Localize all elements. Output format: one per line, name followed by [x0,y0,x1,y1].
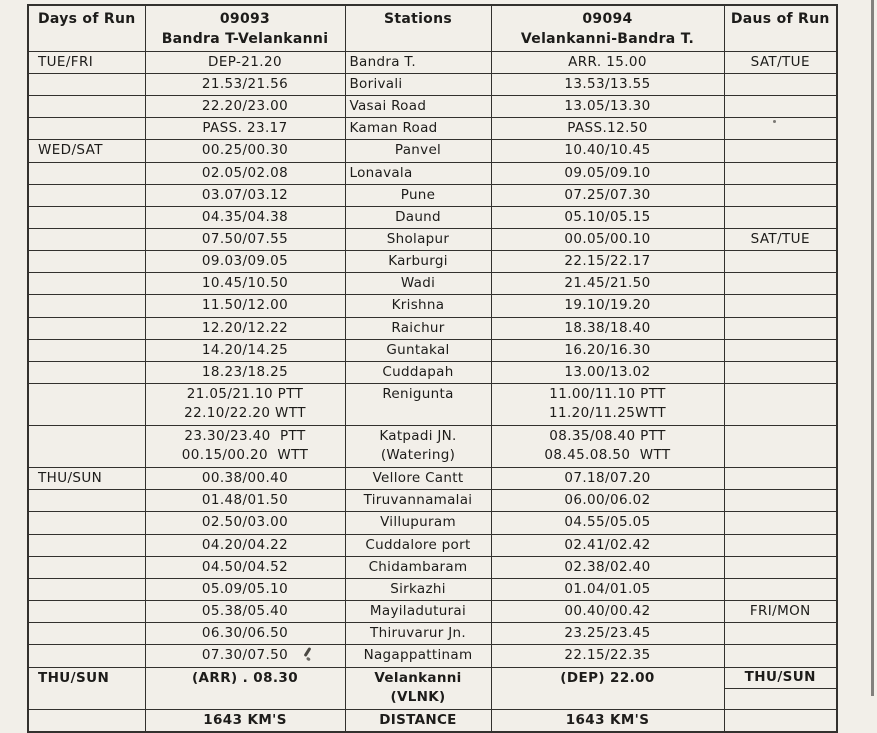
table-row [28,73,837,95]
days-of-run-up-cell [724,490,837,512]
days-of-run-down-cell [28,118,145,140]
table-row [28,512,837,534]
cell-line: (VLNK) [390,688,446,705]
days-of-run-down-cell [28,251,145,273]
table-row [28,556,837,578]
days-of-run-down-cell: WED/SAT [28,140,145,162]
station-cell: Guntakal [345,339,491,361]
days-of-run-down-cell [28,73,145,95]
station-cell: Pune [345,184,491,206]
cell-line: 00.15/00.20 WTT [181,447,309,464]
days-of-run-down-cell [28,162,145,184]
time-up-cell [491,426,724,468]
table-row [28,384,837,426]
time-down-cell: 09.03/09.05 [145,251,345,273]
days-of-run-down-cell [28,339,145,361]
table-row [28,468,837,490]
days-of-run-up-value: THU/SUN [725,668,837,689]
days-of-run-up-cell [724,96,837,118]
time-down-cell: 04.50/04.52 [145,556,345,578]
header-days-of-run-up [724,5,837,51]
days-of-run-down-cell [28,512,145,534]
cell-line: Katpadi JN. [379,428,457,445]
station-cell [345,426,491,468]
days-of-run-down-cell [28,601,145,623]
days-of-run-down-cell [28,645,145,667]
days-of-run-up-cell [724,206,837,228]
days-of-run-down-cell [28,384,145,426]
table-row [28,229,837,251]
days-of-run-up-cell [724,623,837,645]
station-cell: Sirkazhi [345,578,491,600]
days-of-run-up-cell [724,426,837,468]
station-cell: Panvel [345,140,491,162]
time-down-cell: 21.53/21.56 [145,73,345,95]
time-up-cell: 10.40/10.45 [491,140,724,162]
days-of-run-up-cell [724,709,837,732]
time-down-cell: 11.50/12.00 [145,295,345,317]
station-cell: Wadi [345,273,491,295]
time-up-cell: 21.45/21.50 [491,273,724,295]
station-cell: Lonavala [345,162,491,184]
time-up-cell: 18.38/18.40 [491,317,724,339]
days-of-run-up-cell [724,645,837,667]
station-cell: Kaman Road [345,118,491,140]
time-down-cell: 22.20/23.00 [145,96,345,118]
time-down-cell [145,426,345,468]
time-down-cell: 05.38/05.40 [145,601,345,623]
time-up-cell: 00.05/00.10 [491,229,724,251]
header-stations [345,5,491,51]
time-down-cell: (ARR) . 08.30 [145,667,345,709]
train-timetable [27,4,838,733]
table-row [28,490,837,512]
time-down-cell: 1643 KM'S [145,709,345,732]
days-of-run-down-cell [28,490,145,512]
time-down-cell [145,384,345,426]
table-row [28,96,837,118]
cell-line: 23.30/23.40 PTT [184,428,306,445]
station-cell: Tiruvannamalai [345,490,491,512]
train-route-up: Velankanni-Bandra T. [520,30,695,47]
time-up-cell: 02.41/02.42 [491,534,724,556]
table-row [28,645,837,667]
time-down-cell: 06.30/06.50 [145,623,345,645]
cell-line: (Watering) [380,447,456,464]
cell-line: 11.20/11.25WTT [548,405,667,422]
table-row [28,118,837,140]
table-row [28,140,837,162]
timetable-body [28,51,837,731]
table-row [28,295,837,317]
station-cell: Renigunta [345,384,491,426]
station-cell: Nagappattinam [345,645,491,667]
time-up-cell: 23.25/23.45 [491,623,724,645]
time-up-cell: 02.38/02.40 [491,556,724,578]
table-row [28,317,837,339]
days-of-run-down-cell [28,709,145,732]
time-up-cell: 22.15/22.35 [491,645,724,667]
days-of-run-up-cell [724,184,837,206]
time-down-cell: 02.05/02.08 [145,162,345,184]
table-row [28,184,837,206]
time-down-cell: 01.48/01.50 [145,490,345,512]
cell-line: 08.35/08.40 PTT [549,428,666,445]
cell-line: 08.45.08.50 WTT [544,447,671,464]
time-down-cell: 00.25/00.30 [145,140,345,162]
table-row [28,273,837,295]
days-of-run-down-cell: THU/SUN [28,667,145,709]
days-of-run-up-cell [724,273,837,295]
days-of-run-up-cell [724,251,837,273]
station-cell: Raichur [345,317,491,339]
header-row [28,5,837,51]
station-cell: Borivali [345,73,491,95]
days-of-run-up-cell: FRI/MON [724,601,837,623]
table-row [28,51,837,73]
days-of-run-up-cell [724,162,837,184]
station-cell: Karburgi [345,251,491,273]
days-of-run-down-cell [28,317,145,339]
table-row [28,251,837,273]
cell-line: Velankanni [374,669,462,686]
time-down-cell: 07.50/07.55 [145,229,345,251]
cell-line: 21.05/21.10 PTT [186,386,304,403]
header-label: Days of Run [37,11,136,27]
time-down-cell: 12.20/12.22 [145,317,345,339]
time-up-cell: 19.10/19.20 [491,295,724,317]
time-down-cell: 14.20/14.25 [145,339,345,361]
time-up-cell: 22.15/22.17 [491,251,724,273]
days-of-run-down-cell [28,295,145,317]
days-of-run-down-cell [28,206,145,228]
days-of-run-down-cell [28,273,145,295]
time-up-cell: 06.00/06.02 [491,490,724,512]
days-of-run-up-cell [724,361,837,383]
time-up-cell: 05.10/05.15 [491,206,724,228]
header-label: Stations [383,11,453,27]
time-up-cell: 04.55/05.05 [491,512,724,534]
station-cell: Mayiladuturai [345,601,491,623]
time-up-cell: 07.18/07.20 [491,468,724,490]
station-cell: Cuddalore port [345,534,491,556]
days-of-run-down-cell [28,623,145,645]
table-row [28,162,837,184]
empty-sub-cell [725,689,837,706]
station-cell: Krishna [345,295,491,317]
station-cell: Cuddapah [345,361,491,383]
time-down-cell: DEP-21.20 [145,51,345,73]
scan-edge-shadow [871,0,874,696]
days-of-run-down-cell [28,361,145,383]
days-of-run-up-cell [724,140,837,162]
header-train-09093 [145,5,345,51]
days-of-run-up-cell [724,512,837,534]
table-row [28,339,837,361]
time-up-cell: PASS.12.50 [491,118,724,140]
table-row [28,426,837,468]
time-up-cell: 1643 KM'S [491,709,724,732]
station-cell: Bandra T. [345,51,491,73]
time-up-cell: 01.04/01.05 [491,578,724,600]
time-down-cell: 04.35/04.38 [145,206,345,228]
table-row [28,667,837,709]
days-of-run-down-cell [28,556,145,578]
time-down-cell: 03.07/03.12 [145,184,345,206]
days-of-run-up-cell [724,578,837,600]
scan-artifact-dot [773,120,776,123]
days-of-run-up-cell [724,384,837,426]
time-up-cell [491,384,724,426]
days-of-run-down-cell [28,184,145,206]
table-row [28,623,837,645]
station-cell: Chidambaram [345,556,491,578]
time-down-cell: 02.50/03.00 [145,512,345,534]
days-of-run-down-cell [28,578,145,600]
table-row [28,601,837,623]
station-cell: Daund [345,206,491,228]
time-up-cell: 00.40/00.42 [491,601,724,623]
header-days-of-run-down [28,5,145,51]
time-down-cell: 10.45/10.50 [145,273,345,295]
days-of-run-down-cell [28,96,145,118]
time-up-cell: 09.05/09.10 [491,162,724,184]
station-cell: Vellore Cantt [345,468,491,490]
time-down-cell: 05.09/05.10 [145,578,345,600]
time-up-cell: (DEP) 22.00 [491,667,724,709]
time-down-cell: 18.23/18.25 [145,361,345,383]
table-row [28,578,837,600]
days-of-run-up-cell [724,295,837,317]
days-of-run-down-cell: TUE/FRI [28,51,145,73]
days-of-run-up-cell [724,534,837,556]
table-row [28,361,837,383]
days-of-run-up-cell [724,118,837,140]
train-number-down: 09093 [219,11,271,27]
days-of-run-up-cell: SAT/TUE [724,51,837,73]
time-up-cell: 13.53/13.55 [491,73,724,95]
days-of-run-up-cell [724,339,837,361]
time-down-cell: 00.38/00.40 [145,468,345,490]
time-down-cell: PASS. 23.17 [145,118,345,140]
cell-line: 11.00/11.10 PTT [549,386,666,403]
days-of-run-up-cell [724,317,837,339]
station-cell: Sholapur [345,229,491,251]
train-route-down: Bandra T-Velankanni [161,30,329,47]
time-down-cell: 04.20/04.22 [145,534,345,556]
station-cell: Thiruvarur Jn. [345,623,491,645]
days-of-run-up-cell [724,556,837,578]
days-of-run-up-cell [724,667,837,709]
table-row [28,206,837,228]
header-train-09094 [491,5,724,51]
station-cell: Villupuram [345,512,491,534]
time-down-cell: 07.30/07.50 [145,645,345,667]
days-of-run-down-cell [28,534,145,556]
time-up-cell: 13.00/13.02 [491,361,724,383]
time-up-cell: ARR. 15.00 [491,51,724,73]
table-row [28,534,837,556]
cell-line: 22.10/22.20 WTT [184,405,306,422]
days-of-run-up-cell [724,468,837,490]
days-of-run-down-cell [28,426,145,468]
days-of-run-up-cell: SAT/TUE [724,229,837,251]
station-cell: DISTANCE [345,709,491,732]
train-number-up: 09094 [582,11,633,27]
days-of-run-down-cell [28,229,145,251]
time-up-cell: 16.20/16.30 [491,339,724,361]
header-label: Daus of Run [730,11,830,27]
station-cell [345,667,491,709]
table-row [28,709,837,732]
time-up-cell: 07.25/07.30 [491,184,724,206]
time-up-cell: 13.05/13.30 [491,96,724,118]
days-of-run-up-cell [724,73,837,95]
days-of-run-down-cell: THU/SUN [28,468,145,490]
station-cell: Vasai Road [345,96,491,118]
